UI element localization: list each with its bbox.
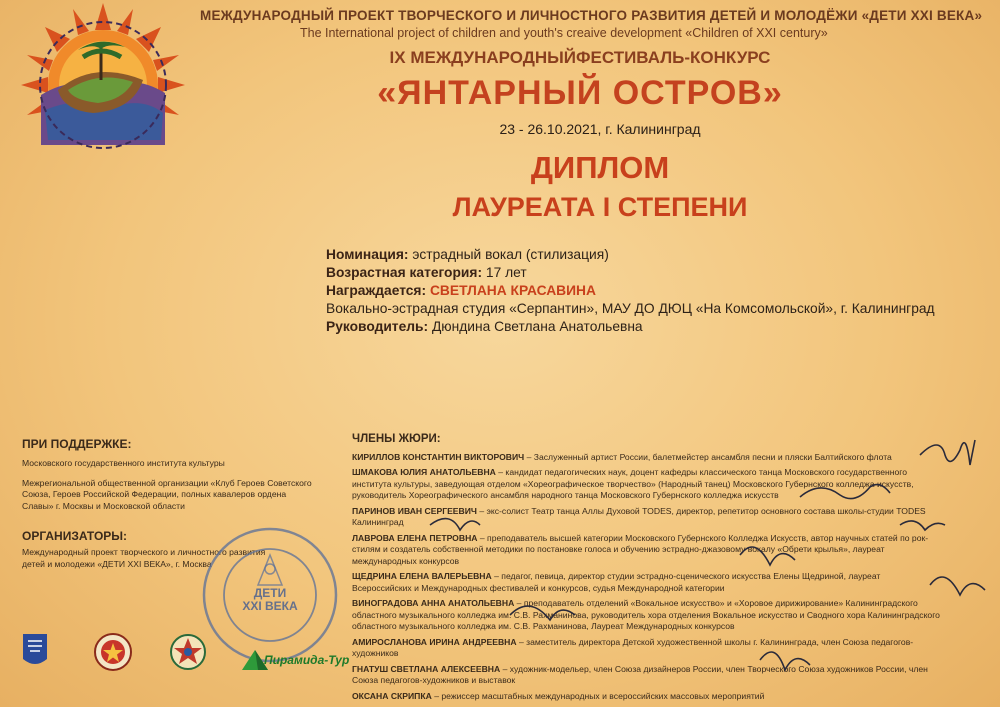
emblem-logo-icon — [168, 632, 208, 672]
diploma-title: ДИПЛОМ — [530, 150, 670, 185]
awarded-value: СВЕТЛАНА КРАСАВИНА — [429, 283, 596, 298]
age-row — [326, 264, 986, 282]
diploma-subtitle: ЛАУРЕАТА I СТЕПЕНИ — [452, 192, 748, 222]
piramida-tur-label: Пирамида-Тур — [264, 653, 350, 667]
organizer-stamp — [200, 525, 340, 665]
signature-8 — [760, 652, 810, 670]
award-info — [326, 246, 986, 336]
support-item-1: Московского государственного института культуры — [22, 458, 225, 468]
project-title-en: The International project of children and youth's creaive development «Children of XXI century» — [300, 26, 828, 40]
awarded-row — [326, 282, 986, 300]
jury-member: ГНАТУШ СВЕТЛАНА АЛЕКСЕЕВНА – художник-модельер, член Союза дизайнеров России, член Творческого Союза художников России, член Союза педагогов-художников и выставок — [352, 663, 928, 685]
signature-1 — [920, 440, 975, 465]
support-section — [22, 437, 322, 512]
nomination-label: Номинация: — [326, 247, 409, 262]
jury-member: ЛАВРОВА ЕЛЕНА ПЕТРОВНА – преподаватель высшей категории Московского Губернского Колледжа Искусств, автор научных статей по рок-стилям и создатель собственной методики по постановке голоса и обучению эстрадно-джазовому вокалу «Обрети крылья», лауреат международных конкурсов — [352, 532, 929, 566]
jury-member: АМИРОСЛАНОВА ИРИНА АНДРЕЕВНА – заместитель директора Детской художественной школы г. Калининграда, член Союза педагогов-художников — [352, 636, 914, 658]
signature-2 — [800, 485, 890, 499]
festival-name: «ЯНТАРНЫЙ ОСТРОВ» — [377, 74, 783, 112]
heroes-club-logo-icon — [93, 632, 133, 672]
signature-6 — [930, 577, 985, 595]
project-title-ru: МЕЖДУНАРОДНЫЙ ПРОЕКТ ТВОРЧЕСКОГО И ЛИЧНОСТНОГО РАЗВИТИЯ ДЕТЕЙ И МОЛОДЁЖИ «ДЕТИ XXI ВЕКА» — [200, 8, 983, 23]
jury-member: КИРИЛЛОВ КОНСТАНТИН ВИКТОРОВИЧ – Заслуженный артист России, балетмейстер ансамбля песни и пляски Балтийского флота — [352, 451, 892, 462]
jury-title: ЧЛЕНЫ ЖЮРИ: — [352, 433, 441, 445]
organizers-text: Международный проект творческого и личностного развития детей и молодежи «ДЕТИ XXI ВЕКА», г. Москва — [22, 547, 266, 569]
signature-3 — [430, 519, 480, 530]
stamp-line-1: ДЕТИ — [253, 586, 287, 600]
signature-4 — [900, 521, 945, 530]
awarded-label: Награждается: — [326, 283, 427, 298]
festival-dates: 23 - 26.10.2021, г. Калининград — [499, 121, 701, 137]
age-value: 17 лет — [485, 265, 527, 280]
signature-7 — [510, 606, 575, 620]
studio-row: Вокально-эстрадная студия «Серпантин», МАУ ДО ДЮЦ «На Комсомольской», г. Калининград — [326, 301, 935, 316]
leader-label: Руководитель: — [326, 319, 429, 334]
leader-row — [326, 318, 986, 336]
age-label: Возрастная категория: — [326, 265, 483, 280]
support-item-2: Межрегиональной общественной организации «Клуб Героев Советского Союза, Героев Российской Федерации, полных кавалеров ордена Славы» г. Москвы и Московской области — [22, 477, 312, 511]
institute-logo-icon — [22, 633, 48, 669]
leader-value: Дюндина Светлана Анатольевна — [431, 319, 643, 334]
support-title: ПРИ ПОДДЕРЖКЕ: — [22, 437, 132, 451]
signature-5 — [740, 547, 795, 565]
jury-member: ПАРИНОВ ИВАН СЕРГЕЕВИЧ – экс-солист Театр танца Аллы Духовой TODES, директор, репетитор основного состава школы-студии TODES Калининград — [352, 505, 926, 527]
stamp-line-2: XXI ВЕКА — [242, 599, 298, 613]
jury-member: ШМАКОВА ЮЛИЯ АНАТОЛЬЕВНА – кандидат педагогических наук, доцент кафедры классического танца Московского государственного института культуры, заведующая отделом «Хореографическое творчество» (Народный танец) Московского Губернского колледжа искусств, руководитель Хореографического ансамбля народного танца Московского Губернского колледжа искусств — [352, 467, 914, 500]
jury-member: ОКСАНА СКРИПКА – режиссер масштабных международных и всероссийских массовых мероприятий — [352, 690, 765, 701]
jury-member: ВИНОГРАДОВА АННА АНАТОЛЬЕВНА – преподаватель отделений «Вокальное искусство» и «Хоровое дирижирование» Калининградского областного музыкального колледжа им. С.В. Рахманинова, руководитель хора отделения Вокальное искусство и Сводного хора Калининградского областного музыкального колледжа им. С.В. Рахманинова, Лауреат Международных конкурсов — [352, 598, 940, 631]
festival-line: IX МЕЖДУНАРОДНЫЙФЕСТИВАЛЬ-КОНКУРС — [389, 48, 771, 67]
piramida-tur-logo — [240, 648, 355, 672]
jury-member: ЩЕДРИНА ЕЛЕНА ВАЛЕРЬЕВНА – педагог, певица, директор студии эстрадно-сценического искусства Елены Щедриной, лауреат Всероссийских и Международных фестивалей и конкурсов, судья Международной категории — [352, 571, 881, 593]
nomination-value: эстрадный вокал (стилизация) — [412, 247, 609, 262]
nomination-row — [326, 246, 986, 264]
festival-sun-logo-icon — [18, 0, 188, 175]
signatures-icon — [400, 425, 990, 695]
organizers-title: ОРГАНИЗАТОРЫ: — [22, 529, 128, 543]
